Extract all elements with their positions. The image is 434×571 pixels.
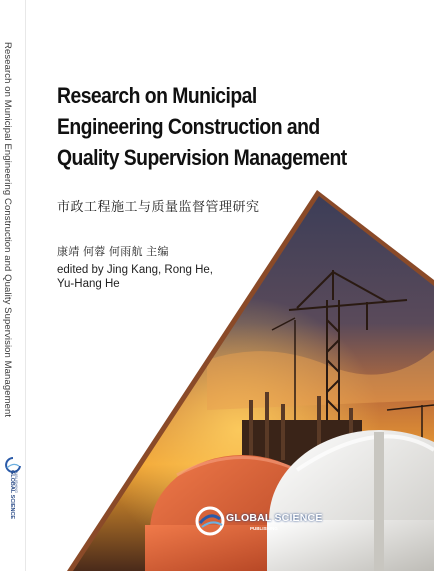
editors-line-1: edited by Jing Kang, Rong He,	[57, 264, 213, 276]
publisher-name: GLOBAL SCIENCE	[226, 512, 323, 524]
publisher-logo	[192, 503, 332, 539]
publisher-sub: PUBLISHING	[250, 526, 278, 531]
title-line-2: Engineering Construction and	[57, 114, 320, 139]
book-spine	[0, 0, 26, 571]
english-editors	[57, 263, 257, 291]
spine-publisher-name: GLOBAL SCIENCE	[9, 470, 15, 520]
publisher-swirl-icon	[192, 503, 228, 539]
chinese-title: 市政工程施工与质量监督管理研究	[57, 199, 260, 214]
spine-publisher-sub: PUBLISHING	[14, 470, 18, 493]
editors-line-2: Yu-Hang He	[57, 278, 120, 290]
title-line-3: Quality Supervision Management	[57, 145, 347, 170]
title-line-1: Research on Municipal	[57, 83, 257, 108]
front-cover	[27, 0, 434, 571]
book-title	[57, 80, 347, 173]
spine-title: Research on Municipal Engineering Construction and Quality Supervision Management	[2, 42, 13, 418]
chinese-editors: 康靖 何蓉 何雨航 主编	[57, 246, 169, 258]
